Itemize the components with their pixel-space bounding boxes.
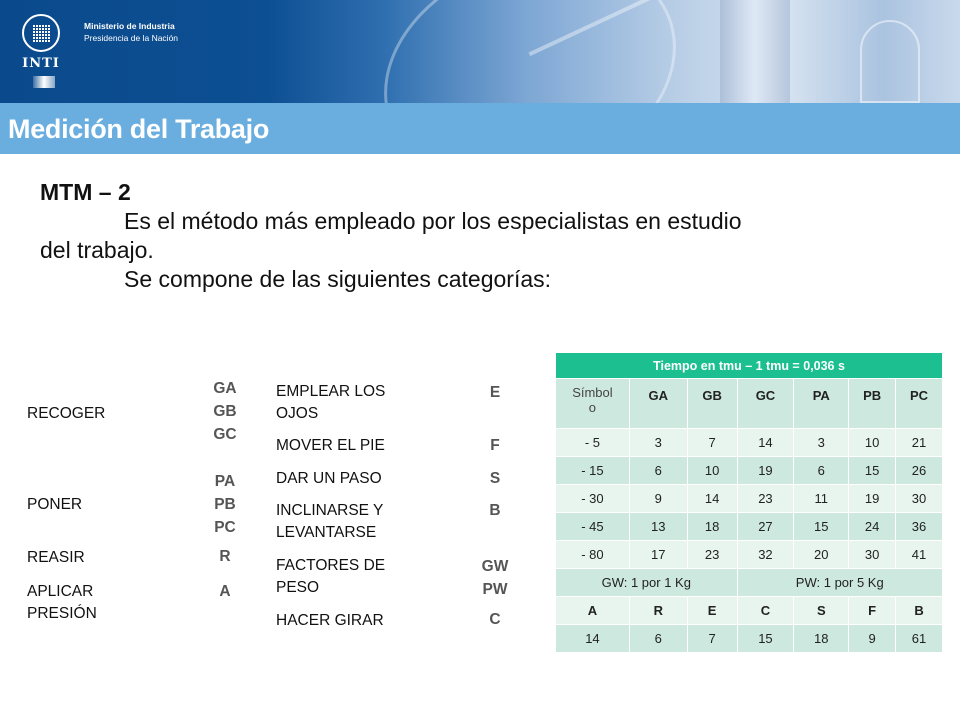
cell: 18	[687, 513, 737, 541]
other-code: S	[794, 597, 849, 625]
table-row	[556, 513, 943, 541]
weight-gw: GW: 1 por 1 Kg	[556, 569, 738, 597]
category-reasir: REASIR	[27, 549, 85, 566]
code-pw: PW	[482, 581, 508, 598]
code-gw: GW	[481, 558, 509, 575]
cell: 41	[896, 541, 943, 569]
banner-decoration	[720, 0, 790, 103]
other-value: 6	[629, 625, 687, 653]
category-dar-paso: DAR UN PASO	[276, 470, 382, 487]
table-row	[556, 485, 943, 513]
cell: 23	[737, 485, 794, 513]
cell: 27	[737, 513, 794, 541]
cell: 13	[629, 513, 687, 541]
other-value: 14	[556, 625, 630, 653]
cell: 30	[896, 485, 943, 513]
cell: 7	[687, 429, 737, 457]
tmu-table	[555, 352, 943, 653]
category-emplear-ojos	[276, 381, 385, 425]
category-line: APLICAR	[27, 583, 94, 600]
code-recoger	[205, 377, 245, 446]
category-line: EMPLEAR LOS	[276, 383, 386, 400]
ministry-line1: Ministerio de Industria	[84, 21, 175, 31]
cell: 21	[896, 429, 943, 457]
category-recoger: RECOGER	[27, 405, 106, 422]
cell: 9	[629, 485, 687, 513]
slide-title: Medición del Trabajo	[8, 114, 270, 144]
cell: 6	[794, 457, 849, 485]
other-value: 15	[737, 625, 794, 653]
code-b: B	[489, 502, 501, 519]
table-title-row	[556, 353, 943, 379]
category-line: INCLINARSE Y	[276, 502, 384, 519]
column-header: PA	[794, 379, 849, 429]
code-poner	[205, 470, 245, 539]
code-pc: PC	[214, 519, 236, 536]
column-header: PB	[849, 379, 896, 429]
code-gb: GB	[213, 403, 237, 420]
cell: 14	[687, 485, 737, 513]
category-factores-peso	[276, 555, 385, 599]
category-mover-pie: MOVER EL PIE	[276, 437, 385, 454]
weight-factor-row	[556, 569, 943, 597]
cell: 36	[896, 513, 943, 541]
code-f: F	[490, 437, 500, 454]
header-banner	[0, 0, 960, 103]
code-a: A	[219, 583, 231, 600]
intro-heading: MTM – 2	[40, 179, 131, 205]
symbol-header-line: Símbol	[572, 385, 613, 400]
cell: 3	[629, 429, 687, 457]
intro-line2: del trabajo.	[40, 237, 154, 263]
cell: 14	[737, 429, 794, 457]
cell: 17	[629, 541, 687, 569]
cell: 10	[687, 457, 737, 485]
logo-bar	[33, 76, 55, 88]
row-label: - 80	[556, 541, 630, 569]
row-label: - 45	[556, 513, 630, 541]
cell: 32	[737, 541, 794, 569]
category-poner: PONER	[27, 496, 83, 513]
cell: 10	[849, 429, 896, 457]
symbol-header	[556, 379, 630, 429]
intro-text	[40, 178, 920, 294]
code-pb: PB	[214, 496, 236, 513]
code-pa: PA	[214, 473, 236, 490]
other-code: R	[629, 597, 687, 625]
code-gc: GC	[213, 426, 237, 443]
table-row	[556, 457, 943, 485]
other-value: 61	[896, 625, 943, 653]
ministry-label	[84, 20, 178, 44]
code-e: E	[489, 384, 501, 401]
cell: 15	[794, 513, 849, 541]
cell: 20	[794, 541, 849, 569]
other-value: 7	[687, 625, 737, 653]
row-label: - 5	[556, 429, 630, 457]
other-code: C	[737, 597, 794, 625]
symbol-header-line: o	[588, 400, 597, 415]
cell: 19	[737, 457, 794, 485]
category-hacer-girar: HACER GIRAR	[276, 612, 384, 629]
ministry-line2: Presidencia de la Nación	[84, 33, 179, 43]
other-value: 9	[849, 625, 896, 653]
category-line: FACTORES DE	[276, 557, 386, 574]
category-line: LEVANTARSE	[276, 524, 377, 541]
other-code: F	[849, 597, 896, 625]
cell: 26	[896, 457, 943, 485]
code-c: C	[489, 611, 501, 628]
category-aplicar-presion	[27, 581, 97, 625]
other-codes-row	[556, 597, 943, 625]
table-header-row	[556, 379, 943, 429]
other-code: A	[556, 597, 630, 625]
cell: 6	[629, 457, 687, 485]
cell: 11	[794, 485, 849, 513]
cell: 30	[849, 541, 896, 569]
banner-decoration	[860, 20, 920, 103]
category-line: OJOS	[276, 405, 319, 422]
logo-text: INTI	[22, 56, 60, 71]
inti-logo-icon	[22, 14, 60, 52]
other-values-row	[556, 625, 943, 653]
category-line: PRESIÓN	[27, 605, 97, 622]
category-line: PESO	[276, 579, 320, 596]
column-header: GA	[629, 379, 687, 429]
weight-pw: PW: 1 por 5 Kg	[737, 569, 942, 597]
cell: 24	[849, 513, 896, 541]
column-header: PC	[896, 379, 943, 429]
intro-line1: Es el método más empleado por los especialistas en estudio	[124, 208, 742, 234]
row-label: - 30	[556, 485, 630, 513]
code-gw-pw	[465, 555, 525, 601]
cell: 3	[794, 429, 849, 457]
cell: 15	[849, 457, 896, 485]
other-code: B	[896, 597, 943, 625]
table-row	[556, 429, 943, 457]
code-ga: GA	[213, 380, 237, 397]
category-inclinarse	[276, 500, 383, 544]
column-header: GC	[737, 379, 794, 429]
cell: 19	[849, 485, 896, 513]
cell: 23	[687, 541, 737, 569]
code-s: S	[489, 470, 501, 487]
column-header: GB	[687, 379, 737, 429]
table-row	[556, 541, 943, 569]
other-code: E	[687, 597, 737, 625]
code-r: R	[219, 548, 231, 565]
intro-line3: Se compone de las siguientes categorías:	[124, 266, 552, 292]
row-label: - 15	[556, 457, 630, 485]
table-title: Tiempo en tmu – 1 tmu = 0,036 s	[556, 353, 943, 379]
other-value: 18	[794, 625, 849, 653]
